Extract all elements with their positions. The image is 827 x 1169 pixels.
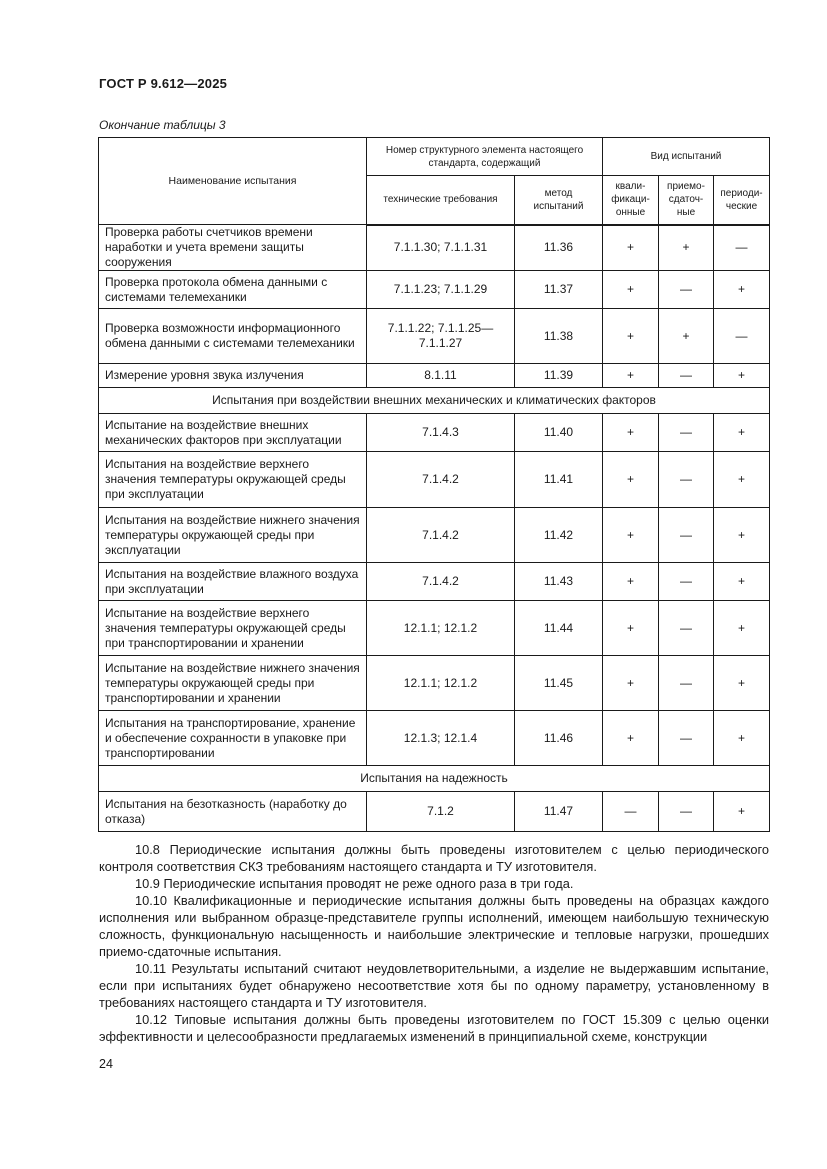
table-row [99, 225, 770, 271]
cell-test-name: Испытание на воздействие нижнего значения температуры окружающей среды при транспортировании и хранении [99, 656, 367, 711]
header-structural-element: Номер структурного элемента настоящего стандарта, содержащий [367, 138, 603, 176]
cell-accept: — [659, 601, 714, 656]
table-row [99, 309, 770, 364]
cell-periodic: + [714, 601, 770, 656]
cell-periodic: + [714, 414, 770, 452]
cell-test-name: Проверка возможности информационного обмена данными с системами телемеханики [99, 309, 367, 364]
header-test-method: метод испытаний [515, 176, 603, 225]
cell-method: 11.40 [515, 414, 603, 452]
cell-method: 11.39 [515, 364, 603, 388]
cell-qual: + [603, 364, 659, 388]
cell-periodic: + [714, 711, 770, 766]
section-row [99, 766, 770, 792]
cell-accept: — [659, 656, 714, 711]
cell-qual: + [603, 271, 659, 309]
table-caption: Окончание таблицы 3 [99, 118, 226, 132]
tests-table [98, 137, 770, 832]
cell-tech-req: 7.1.4.2 [367, 508, 515, 563]
cell-periodic: — [714, 225, 770, 271]
table-row [99, 792, 770, 832]
cell-method: 11.38 [515, 309, 603, 364]
cell-method: 11.41 [515, 452, 603, 508]
paragraph-10-12: 10.12 Типовые испытания должны быть проведены изготовителем по ГОСТ 15.309 с целью оценки эффективности и целесообразности предлагаемых изменений в принципиальной схеме, конструкции [99, 1012, 769, 1044]
cell-test-name: Проверка протокола обмена данными с системами телемеханики [99, 271, 367, 309]
header-acceptance: приемо-сдаточ-ные [659, 176, 714, 225]
paragraph-10-11: 10.11 Результаты испытаний считают неудовлетворительными, а изделие не выдержавшим испытание, если при испытаниях будет обнаружено несоответствие хотя бы по одному параметру, установленному в требованиях настоящего стандарта и ТУ изготовителя. [99, 961, 769, 1010]
cell-accept: — [659, 414, 714, 452]
cell-method: 11.42 [515, 508, 603, 563]
cell-qual: + [603, 656, 659, 711]
header-periodic: периоди-ческие [714, 176, 770, 225]
table-row [99, 508, 770, 563]
cell-test-name: Испытания на воздействие нижнего значения температуры окружающей среды при эксплуатации [99, 508, 367, 563]
header-technical-requirements: технические требования [367, 176, 515, 225]
section-row [99, 388, 770, 414]
section-heading-external-factors: Испытания при воздействии внешних механических и климатических факторов [99, 388, 770, 414]
header-test-types: Вид испытаний [603, 138, 770, 176]
cell-method: 11.36 [515, 225, 603, 271]
cell-test-name: Испытание на воздействие внешних механических факторов при эксплуатации [99, 414, 367, 452]
cell-accept: — [659, 452, 714, 508]
page-number: 24 [99, 1057, 113, 1071]
cell-tech-req: 7.1.4.2 [367, 563, 515, 601]
cell-test-name: Измерение уровня звука излучения [99, 364, 367, 388]
cell-qual: — [603, 792, 659, 832]
cell-tech-req: 8.1.11 [367, 364, 515, 388]
cell-method: 11.46 [515, 711, 603, 766]
cell-qual: + [603, 601, 659, 656]
cell-method: 11.45 [515, 656, 603, 711]
cell-tech-req: 12.1.3; 12.1.4 [367, 711, 515, 766]
cell-test-name: Испытания на воздействие влажного воздуха при эксплуатации [99, 563, 367, 601]
cell-qual: + [603, 711, 659, 766]
paragraph-10-9: 10.9 Периодические испытания проводят не реже одного раза в три года. [135, 876, 574, 891]
cell-tech-req: 12.1.1; 12.1.2 [367, 601, 515, 656]
cell-method: 11.43 [515, 563, 603, 601]
cell-periodic: + [714, 271, 770, 309]
table-row [99, 452, 770, 508]
cell-periodic: + [714, 563, 770, 601]
cell-qual: + [603, 452, 659, 508]
cell-qual: + [603, 414, 659, 452]
table-row [99, 414, 770, 452]
cell-periodic: + [714, 452, 770, 508]
section-heading-reliability: Испытания на надежность [99, 766, 770, 792]
cell-method: 11.47 [515, 792, 603, 832]
paragraph-10-10: 10.10 Квалификационные и периодические испытания должны быть проведены на образцах каждого исполнения или выбранном образце-представителе группы исполнений, имеющем наибольшую техническую сложность, функциональную насыщенность и наибольшие электрические и тепловые нагрузки, прошедших приемо-сдаточные испытания. [99, 893, 769, 959]
table-row [99, 711, 770, 766]
cell-qual: + [603, 309, 659, 364]
cell-tech-req: 12.1.1; 12.1.2 [367, 656, 515, 711]
cell-test-name: Испытание на воздействие верхнего значения температуры окружающей среды при транспортировании и хранении [99, 601, 367, 656]
cell-tech-req: 7.1.1.30; 7.1.1.31 [367, 225, 515, 271]
cell-qual: + [603, 508, 659, 563]
cell-method: 11.37 [515, 271, 603, 309]
cell-periodic: + [714, 656, 770, 711]
cell-periodic: + [714, 792, 770, 832]
cell-test-name: Испытания на транспортирование, хранение и обеспечение сохранности в упаковке при транспортировании [99, 711, 367, 766]
cell-tech-req: 7.1.4.2 [367, 452, 515, 508]
cell-periodic: + [714, 364, 770, 388]
cell-accept: — [659, 364, 714, 388]
cell-test-name: Испытания на безотказность (наработку до отказа) [99, 792, 367, 832]
cell-tech-req: 7.1.1.22; 7.1.1.25—7.1.1.27 [367, 309, 515, 364]
cell-tech-req: 7.1.2 [367, 792, 515, 832]
cell-test-name: Испытания на воздействие верхнего значения температуры окружающей среды при эксплуатации [99, 452, 367, 508]
header-test-name: Наименование испытания [99, 138, 367, 225]
table-row [99, 364, 770, 388]
table-row [99, 563, 770, 601]
cell-accept: — [659, 563, 714, 601]
cell-accept: — [659, 508, 714, 563]
document-title: ГОСТ Р 9.612—2025 [99, 76, 228, 91]
cell-accept: — [659, 271, 714, 309]
cell-tech-req: 7.1.4.3 [367, 414, 515, 452]
cell-accept: — [659, 711, 714, 766]
cell-accept: + [659, 225, 714, 271]
cell-accept: — [659, 792, 714, 832]
table-row [99, 271, 770, 309]
paragraph-10-8: 10.8 Периодические испытания должны быть проведены изготовителем с целью периодического контроля соответствия СКЗ требованиям настоящего стандарта и ТУ изготовителя. [99, 842, 769, 874]
table-row [99, 601, 770, 656]
cell-method: 11.44 [515, 601, 603, 656]
cell-accept: + [659, 309, 714, 364]
cell-periodic: + [714, 508, 770, 563]
cell-test-name: Проверка работы счетчиков времени наработки и учета времени защиты сооружения [99, 225, 367, 271]
header-qualification: квали-фикаци-онные [603, 176, 659, 225]
cell-tech-req: 7.1.1.23; 7.1.1.29 [367, 271, 515, 309]
cell-qual: + [603, 225, 659, 271]
cell-periodic: — [714, 309, 770, 364]
body-text [99, 841, 769, 1045]
table-row [99, 656, 770, 711]
cell-qual: + [603, 563, 659, 601]
